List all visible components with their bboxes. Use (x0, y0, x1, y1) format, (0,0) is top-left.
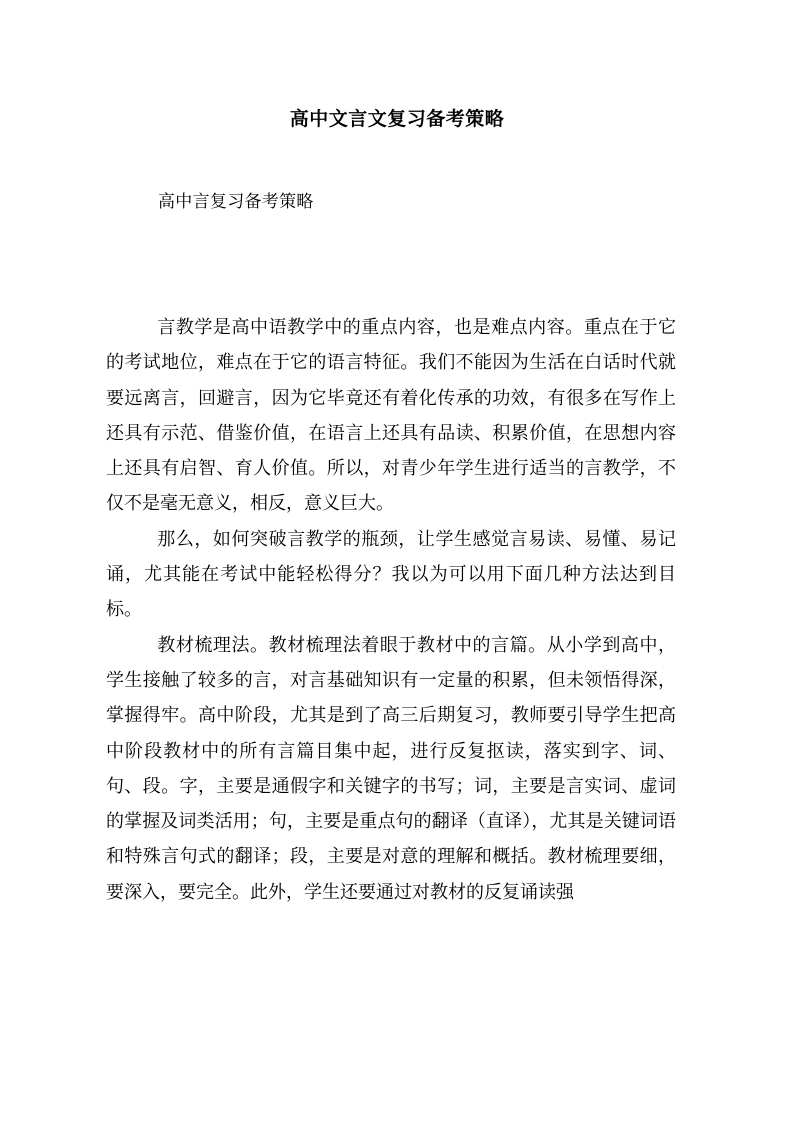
document-body (106, 310, 676, 910)
paragraph-3: 教材梳理法。教材梳理法着眼于教材中的言篇。从小学到高中，学生接触了较多的言，对言基础知识有一定量的积累，但未领悟得深，掌握得牢。高中阶段，尤其是到了高三后期复习，教师要引导学生把高中阶段教材中的所有言篇目集中起，进行反复抠读，落实到字、词、句、段。字，主要是通假字和关键字的书写；词，主要是言实词、虚词的掌握及词类活用；句，主要是重点句的翻译（直译），尤其是关键词语和特殊言句式的翻译；段，主要是对意的理解和概括。教材梳理要细，要深入，要完全。此外，学生还要通过对教材的反复诵读强 (106, 634, 676, 903)
paragraph-1: 言教学是高中语教学中的重点内容，也是难点内容。重点在于它的考试地位，难点在于它的语言特征。我们不能因为生活在白话时代就要远离言，回避言，因为它毕竟还有着化传承的功效，有很多在写作上还具有示范、借鉴价值，在语言上还具有品读、积累价值，在思想内容上还具有启智、育人价值。所以，对青少年学生进行适当的言教学，不仅不是毫无意义，相反，意义巨大。 (106, 317, 676, 515)
document-subtitle: 高中言复习备考策略 (158, 192, 314, 212)
document-title: 高中文言文复习备考策略 (289, 108, 505, 130)
paragraph-2: 那么，如何突破言教学的瓶颈，让学生感觉言易读、易懂、易记诵，尤其能在考试中能轻松得分？我以为可以用下面几种方法达到目标。 (106, 528, 676, 621)
